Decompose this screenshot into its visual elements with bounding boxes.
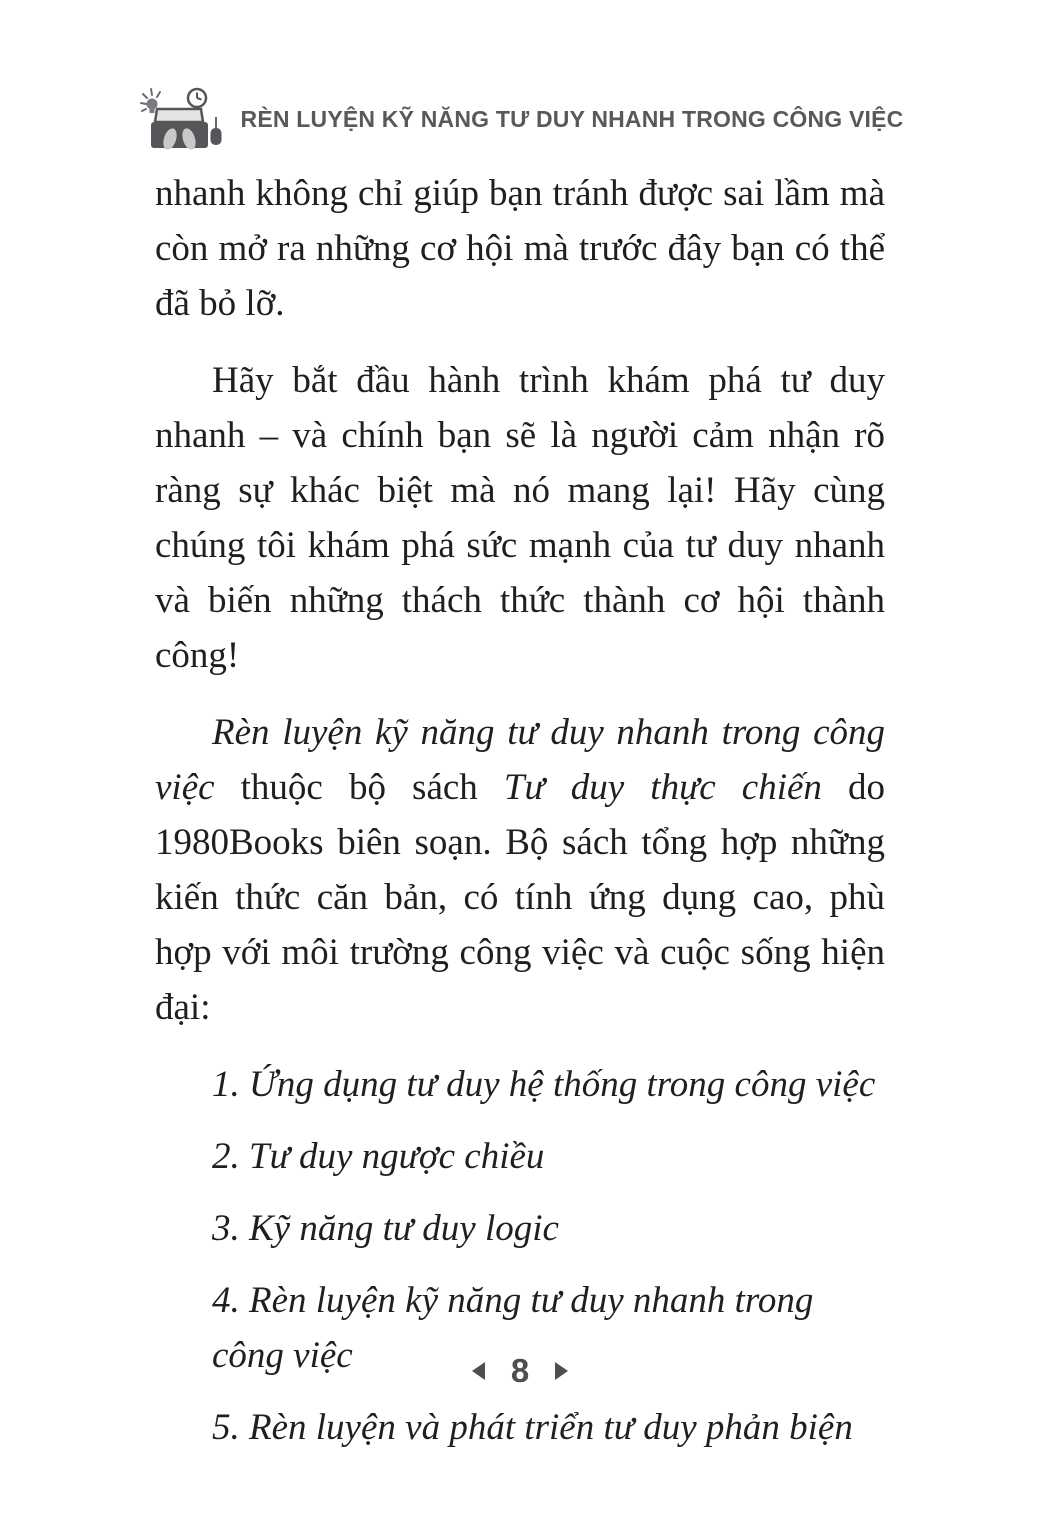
text-segment: nhanh không chỉ giúp bạn tránh được sai lầm mà còn mở ra những cơ hội mà trước đây bạn có thể đã bỏ lỡ. [155, 173, 885, 324]
list-item: 4. Rèn luyện kỹ năng tư duy nhanh trong công việc [212, 1280, 814, 1376]
page-number: 8 [510, 1352, 530, 1389]
running-head-title: RÈN LUYỆN KỸ NĂNG TƯ DUY NHANH TRONG CÔNG VIỆC [240, 105, 904, 132]
paragraph [155, 705, 885, 1035]
list-item: 2. Tư duy ngược chiều [212, 1136, 545, 1177]
text-segment: do 1980Books biên soạn. Bộ sách tổng hợp những kiến thức căn bản, có tính ứng dụng cao, phù hợp với môi trường công việc và cuộc sống hiện đại: [155, 767, 886, 1028]
paragraph [155, 166, 885, 331]
paragraph [155, 353, 885, 683]
italic-text-segment: Rèn luyện kỹ năng tư duy nhanh trong công việc [155, 712, 885, 808]
paragraphs [155, 166, 885, 1035]
list-item: 5. Rèn luyện và phát triển tư duy phản biện [212, 1407, 853, 1448]
text-segment: Hãy bắt đầu hành trình khám phá tư duy nhanh – và chính bạn sẽ là người cảm nhận rõ ràng sự khác biệt mà nó mang lại! Hãy cùng chúng tôi khám phá sức mạnh của tư duy nhanh và biến những thách thức thành cơ hội thành công! [155, 360, 885, 676]
next-page-arrow-icon[interactable] [555, 1362, 568, 1380]
page-header [0, 86, 1040, 152]
prev-page-arrow-icon[interactable] [472, 1362, 485, 1380]
list-item: 1. Ứng dụng tư duy hệ thống trong công việc [212, 1064, 876, 1105]
laptop-hands-clock-lightbulb-icon [137, 86, 225, 152]
list-item: 3. Kỹ năng tư duy logic [212, 1208, 559, 1249]
page-footer [0, 1352, 1040, 1390]
book-series-list [155, 1057, 885, 1455]
text-segment: thuộc bộ sách [214, 767, 504, 808]
italic-text-segment: Tư duy thực chiến [503, 767, 822, 808]
page-body [155, 166, 885, 1472]
